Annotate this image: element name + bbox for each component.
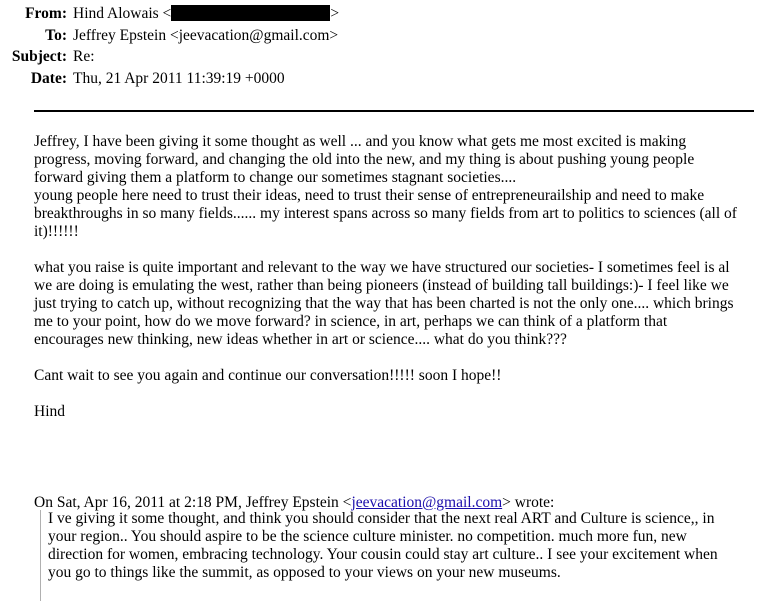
to-label: To: xyxy=(45,27,67,44)
subject-row xyxy=(0,48,95,66)
body-line: Cant wait to see you again and continue our conversation!!!!! soon I hope!! xyxy=(34,367,502,384)
quote-line: direction for women, embracing technology. Your cousin could stay art culture.. I see your excitement when xyxy=(48,546,718,563)
signature xyxy=(34,403,766,421)
email-link[interactable]: jeevacation@gmail.com xyxy=(351,494,503,511)
body-line: we are doing is emulating the west, rather than being pioneers (instead of building tall buildings:)- I feel like we xyxy=(34,277,729,294)
from-row xyxy=(0,5,339,23)
body-line: young people here need to trust their ideas, need to trust their sense of entrepreneurailship and need to make xyxy=(34,187,705,204)
paragraph-3 xyxy=(34,367,766,385)
redaction-box xyxy=(171,5,330,21)
quote-line: your region.. You should aspire to be the science culture minister. no competition. much more fun, new xyxy=(48,528,687,545)
to-value: Jeffrey Epstein <jeevacation@gmail.com> xyxy=(73,27,339,44)
from-value: Hind Alowais < xyxy=(73,5,172,22)
subject-label: Subject: xyxy=(11,48,67,65)
body-line: encourages new thinking, new ideas whether in art or science.... what do you think??? xyxy=(34,331,567,348)
date-row xyxy=(0,70,285,88)
quote-line: you go to things like the summit, as opposed to your views on your new museums. xyxy=(48,564,561,581)
from-end: > xyxy=(330,5,340,22)
body-line: just trying to catch up, without recognizing that the way that has been charted is not the only one.... which brings xyxy=(34,295,734,312)
subject-value: Re: xyxy=(73,48,95,65)
signature-name: Hind xyxy=(34,403,65,420)
quote-line: I ve giving it some thought, and think you should consider that the next real ART and Culture is science,, in xyxy=(48,510,715,527)
paragraph-1 xyxy=(34,133,766,241)
paragraph-2 xyxy=(34,259,766,349)
from-label: From: xyxy=(25,5,67,22)
quoted-message xyxy=(40,510,768,601)
body-line: what you raise is quite important and relevant to the way we have structured our societies- I sometimes feel is al xyxy=(34,259,730,276)
body-line: forward giving them a platform to change our sometimes stagnant societies.... xyxy=(34,169,517,186)
header-divider xyxy=(34,110,754,112)
date-label: Date: xyxy=(30,70,67,87)
to-row xyxy=(0,27,338,45)
date-value: Thu, 21 Apr 2011 11:39:19 +0000 xyxy=(73,70,285,87)
body-line: breakthroughs in so many fields...... my interest spans across so many fields from art to politics to sciences (all of xyxy=(34,205,737,222)
body-line: me to your point, how do we move forward? in science, in art, perhaps we can think of a platform that xyxy=(34,313,668,330)
body-line: progress, moving forward, and changing the old into the new, and my thing is about pushing young people xyxy=(34,151,695,168)
quote-intro-post: > wrote: xyxy=(502,494,555,511)
quote-intro-pre: On Sat, Apr 16, 2011 at 2:18 PM, Jeffrey Epstein < xyxy=(34,494,352,511)
body-line: Jeffrey, I have been giving it some thought as well ... and you know what gets me most excited is making xyxy=(34,133,687,150)
body-line: it)!!!!!! xyxy=(34,223,79,240)
